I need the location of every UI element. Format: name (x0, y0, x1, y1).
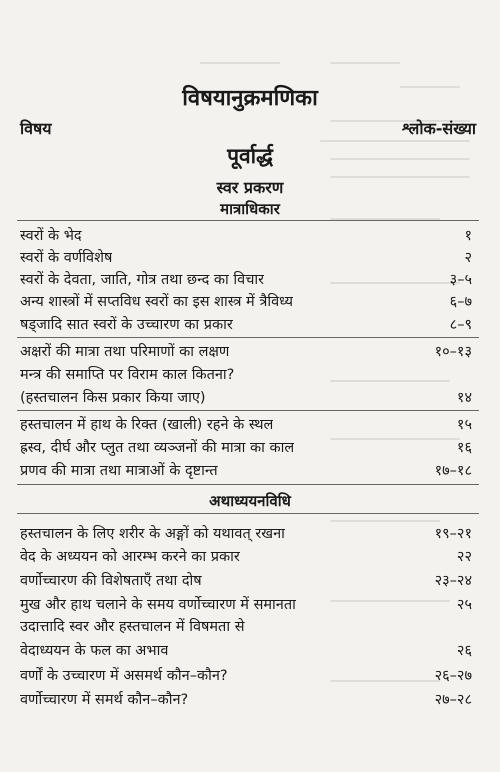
verse-number: ६–७ (449, 294, 472, 310)
toc-row (20, 290, 472, 312)
toc-row (20, 459, 472, 481)
toc-entry: मन्त्र की समाप्ति पर विराम काल कितना? (20, 367, 235, 383)
column-header (20, 117, 476, 139)
toc-row (20, 246, 472, 268)
verse-count-column-label: श्लोक-संख्या (401, 119, 476, 138)
toc-entry: प्रणव की मात्रा तथा मात्राओं के दृष्टान्त (20, 463, 218, 479)
toc-row (20, 522, 472, 544)
toc-entry: अन्य शास्त्रों में सप्तविध स्वरों का इस शास्त्र में त्रैविध्य (20, 294, 294, 310)
verse-number: १५ (456, 417, 472, 433)
toc-row (20, 639, 472, 661)
toc-entry: वर्णों के उच्चारण में असमर्थ कौन–कौन? (20, 668, 228, 684)
verse-number: १६ (456, 440, 472, 456)
divider (17, 337, 479, 338)
verse-number: १ (464, 228, 472, 244)
verse-number: २६–२७ (434, 668, 472, 684)
verse-number: २३–२४ (434, 573, 472, 589)
toc-entry: ह्रस्व, दीर्घ और प्लुत तथा व्यञ्जनों की मात्रा का काल (20, 440, 295, 456)
toc-entry: वर्णोच्चारण में समर्थ कौन–कौन? (20, 692, 189, 708)
toc-row (20, 593, 472, 615)
divider (17, 484, 479, 485)
toc-entry: स्वरों के भेद (20, 228, 82, 244)
toc-entry: वेदाध्ययन के फल का अभाव (20, 643, 169, 659)
toc-row (20, 224, 472, 246)
verse-number: १०–१३ (434, 344, 472, 360)
divider (17, 410, 479, 411)
verse-number: १९–२१ (434, 526, 472, 542)
verse-number: १७–१८ (434, 463, 472, 479)
page-title: विषयानुक्रमणिका (182, 86, 318, 111)
verse-number: ३–५ (449, 272, 472, 288)
toc-entry: स्वरों के वर्णविशेष (20, 250, 113, 266)
section-heading: अथाध्ययनविधि (209, 492, 291, 510)
toc-row (20, 413, 472, 435)
toc-row (20, 569, 472, 591)
toc-entry: (हस्तचालन किस प्रकार किया जाए) (20, 390, 206, 406)
verse-number: २७–२८ (434, 692, 472, 708)
divider (17, 513, 479, 514)
divider (17, 220, 479, 221)
subject-column-label: विषय (20, 119, 52, 138)
verse-number: २२ (456, 549, 472, 565)
toc-row (20, 436, 472, 458)
part-heading: पूर्वार्द्ध (227, 144, 273, 168)
toc-row (20, 340, 472, 362)
toc-row (20, 664, 472, 686)
toc-entry: मुख और हाथ चलाने के समय वर्णोच्चारण में समानता (20, 597, 296, 613)
toc-entry: हस्तचालन में हाथ के रिक्त (खाली) रहने के स्थल (20, 417, 274, 433)
verse-number: ८–९ (449, 317, 472, 333)
toc-row (20, 363, 472, 385)
toc-entry: उदात्तादि स्वर और हस्तचालन में विषमता से (20, 619, 245, 635)
toc-row (20, 545, 472, 567)
verse-number: २६ (456, 643, 472, 659)
toc-entry: वेद के अध्ययन को आरम्भ करने का प्रकार (20, 549, 240, 565)
toc-entry: षड्जादि सात स्वरों के उच्चारण का प्रकार (20, 317, 233, 333)
subsection-heading: मात्राधिकार (220, 200, 280, 218)
section-heading: स्वर प्रकरण (216, 178, 284, 197)
toc-entry: स्वरों के देवता, जाति, गोत्र तथा छन्द का विचार (20, 272, 265, 288)
toc-entry: हस्तचालन के लिए शरीर के अङ्गों को यथावत् रखना (20, 526, 285, 542)
toc-entry: अक्षरों की मात्रा तथा परिमाणों का लक्षण (20, 344, 230, 360)
toc-row (20, 313, 472, 335)
toc-row (20, 688, 472, 710)
verse-number: २ (464, 250, 472, 266)
verse-number: २५ (456, 597, 472, 613)
toc-row (20, 386, 472, 408)
verse-number: १४ (456, 390, 472, 406)
toc-row (20, 268, 472, 290)
toc-entry: वर्णोच्चारण की विशेषताएँ तथा दोष (20, 573, 202, 589)
toc-row (20, 615, 472, 637)
